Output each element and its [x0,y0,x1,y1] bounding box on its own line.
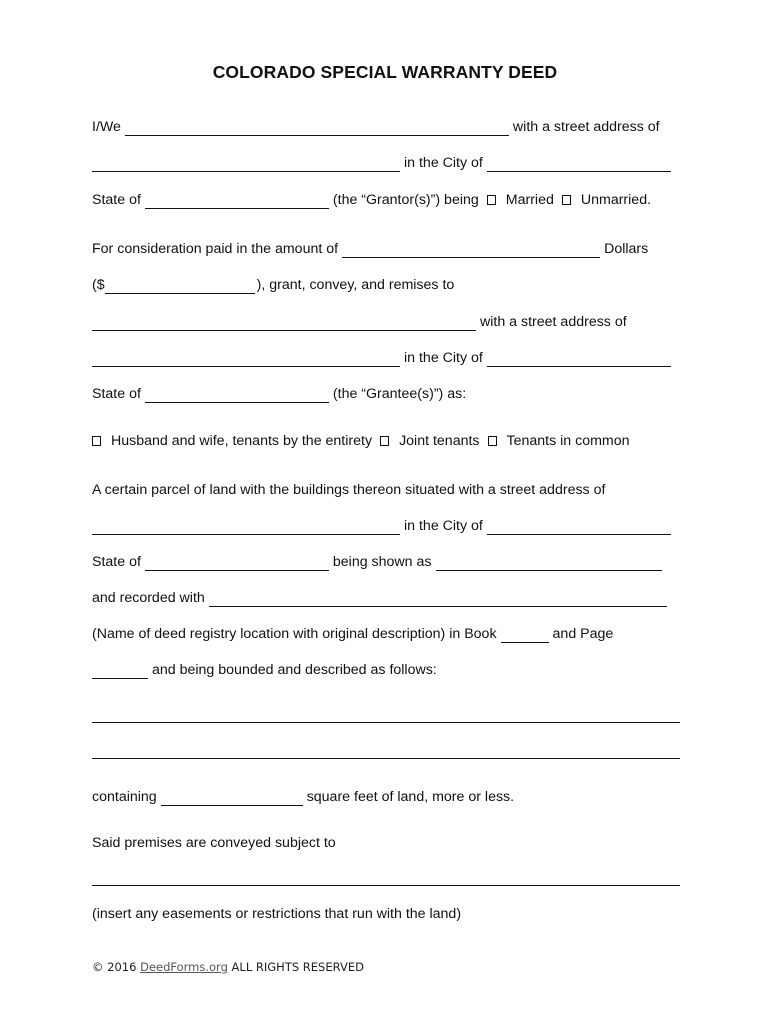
description-field-1[interactable] [92,722,680,723]
parcel-intro-text: A certain parcel of land with the buildings thereon situated with a street address of [92,482,606,498]
dollar-sign-label: ($ [92,277,105,293]
grantee-street-field[interactable] [92,352,400,367]
grantor-state-field[interactable] [145,194,329,209]
parcel-city-field[interactable] [487,520,671,535]
containing-label: containing [92,789,157,805]
footer [92,960,364,974]
grantee-name-field[interactable] [92,316,476,331]
parcel-city-label: in the City of [404,518,483,534]
parcel-intro-line [92,479,680,499]
shown-as-field[interactable] [436,556,662,571]
grantee-street-label: with a street address of [480,314,627,330]
unmarried-label: Unmarried. [580,192,652,208]
grantee-state-label: State of [92,386,141,402]
grantor-city-field[interactable] [487,157,671,172]
grantee-city-field[interactable] [487,352,671,367]
page-field[interactable] [92,664,148,679]
iwe-label: I/We [92,119,121,135]
city-label: in the City of [404,155,483,171]
subject-to-label: Said premises are conveyed subject to [92,835,336,851]
parcel-state-line [92,551,680,571]
grantee-name-line [92,311,680,331]
square-feet-field[interactable] [161,791,303,806]
parcel-state-field[interactable] [145,556,329,571]
grantee-address-line [92,347,680,367]
husband-wife-checkbox[interactable] [92,436,101,446]
square-feet-line [92,786,680,806]
dollars-label: Dollars [604,241,649,257]
description-field-2[interactable] [92,758,680,759]
book-field[interactable] [501,628,549,643]
amount-field[interactable] [105,279,255,294]
registry-book-label: (Name of deed registry location with original description) in Book [92,626,497,642]
grantee-state-field[interactable] [145,388,329,403]
consideration-label: For consideration paid in the amount of [92,241,339,257]
copyright-text: © 2016 [92,960,137,974]
grantor-street-field[interactable] [92,157,400,172]
state-label: State of [92,192,141,208]
recorded-with-field[interactable] [209,592,667,607]
amount-line [92,274,680,294]
joint-tenants-label: Joint tenants [399,433,480,449]
street-address-label: with a street address of [512,119,660,135]
easements-note: (insert any easements or restrictions that run with the land) [92,906,462,922]
deedforms-link[interactable]: DeedForms.org [140,960,228,974]
parcel-state-label: State of [92,554,141,570]
square-feet-label: square feet of land, more or less. [306,789,515,805]
grantor-name-line [92,116,680,136]
tenants-in-common-label: Tenants in common [506,433,630,449]
consideration-line [92,238,680,258]
recorded-with-label: and recorded with [92,590,205,606]
rights-text: ALL RIGHTS RESERVED [231,960,364,974]
married-label: Married [505,192,554,208]
grant-convey-label: ), grant, convey, and remises to [256,277,455,293]
husband-wife-label: Husband and wife, tenants by the entirety [111,433,373,449]
grantee-as-label: (the “Grantee(s)”) as: [332,386,467,402]
and-page-label: and Page [552,626,614,642]
bounded-label: and being bounded and described as follows: [152,662,437,678]
grantor-label: (the “Grantor(s)”) being [332,192,479,208]
joint-tenants-checkbox[interactable] [380,436,389,446]
tenants-in-common-checkbox[interactable] [488,436,497,446]
grantor-name-field[interactable] [125,121,509,136]
parcel-address-line [92,515,680,535]
easements-field[interactable] [92,885,680,886]
book-page-line [92,623,680,643]
easements-note-line [92,903,680,923]
parcel-street-field[interactable] [92,520,400,535]
subject-to-line [92,832,680,852]
grantor-state-line [92,189,680,209]
tenancy-options-line [92,430,680,450]
grantor-address-line [92,152,680,172]
consideration-words-field[interactable] [342,243,600,258]
grantee-state-line [92,383,680,403]
shown-as-label: being shown as [332,554,432,570]
married-checkbox[interactable] [487,195,496,205]
bounded-line [92,659,680,679]
unmarried-checkbox[interactable] [562,195,571,205]
grantee-city-label: in the City of [404,350,483,366]
recorded-with-line [92,587,680,607]
document-title: COLORADO SPECIAL WARRANTY DEED [212,62,558,82]
